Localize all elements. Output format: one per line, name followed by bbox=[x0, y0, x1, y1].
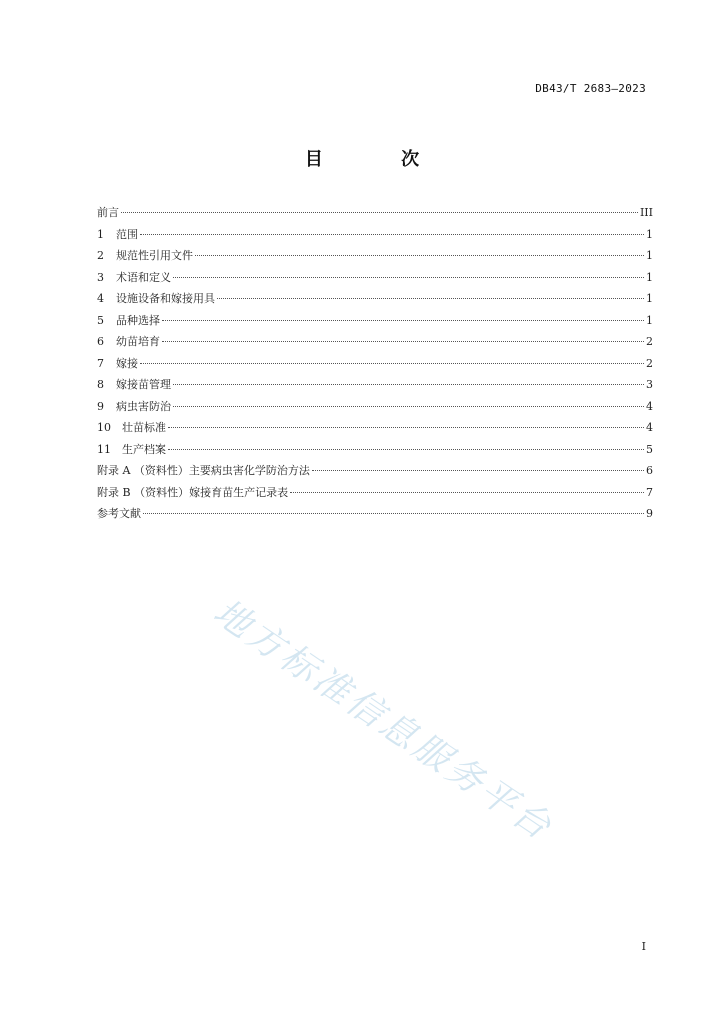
toc-entry-label: 范围 bbox=[116, 227, 138, 241]
toc-leader-dots bbox=[195, 255, 644, 256]
toc-entry-4[interactable] bbox=[97, 290, 653, 312]
toc-entry-number: 6 bbox=[97, 335, 104, 348]
toc-entry-label: 病虫害防治 bbox=[116, 399, 171, 413]
toc-entry-label: 前言 bbox=[97, 206, 119, 219]
toc-entry-label: 设施设备和嫁接用具 bbox=[116, 292, 215, 305]
toc-entry-page: 1 bbox=[646, 292, 653, 305]
toc-entry-number: 3 bbox=[97, 270, 104, 284]
page-title: 目 次 bbox=[304, 149, 456, 170]
toc-entry-number: 5 bbox=[97, 313, 104, 327]
toc-entry-page: 1 bbox=[646, 313, 653, 327]
toc-entry-1[interactable] bbox=[97, 226, 653, 248]
toc-entry-page: III bbox=[639, 206, 653, 219]
toc-entry-label: 壮苗标准 bbox=[122, 421, 166, 434]
toc-entry-page: 4 bbox=[646, 399, 653, 413]
toc-entry-page: 1 bbox=[646, 227, 653, 241]
toc-entry-page: 2 bbox=[646, 356, 653, 370]
toc-leader-dots bbox=[217, 298, 644, 299]
toc-entry-page: 9 bbox=[646, 507, 653, 520]
toc-entry-page: 6 bbox=[646, 464, 653, 477]
toc-entry-11[interactable] bbox=[97, 441, 653, 463]
toc-entry-number: 10 bbox=[97, 421, 111, 434]
toc-leader-dots bbox=[173, 277, 644, 278]
toc-entry-number: 4 bbox=[97, 292, 104, 305]
toc-entry-7[interactable] bbox=[97, 355, 653, 377]
toc-leader-dots bbox=[143, 513, 644, 514]
toc-entry-number: 8 bbox=[97, 378, 104, 391]
watermark-text: 地方标准信息服务平台 bbox=[206, 591, 561, 850]
toc-leader-dots bbox=[140, 234, 644, 235]
toc-entry-label: 参考文献 bbox=[97, 507, 141, 520]
toc-entry-6[interactable] bbox=[97, 333, 653, 355]
toc-entry-page: 3 bbox=[646, 378, 653, 391]
toc-entry-number: 2 bbox=[97, 249, 104, 262]
toc-entry-number: 11 bbox=[97, 442, 111, 456]
table-of-contents bbox=[97, 204, 653, 527]
toc-entry-page: 1 bbox=[646, 270, 653, 284]
toc-entry-references[interactable] bbox=[97, 505, 653, 527]
toc-leader-dots bbox=[173, 384, 644, 385]
toc-leader-dots bbox=[168, 427, 644, 428]
toc-entry-number: 9 bbox=[97, 399, 104, 413]
toc-leader-dots bbox=[168, 449, 644, 450]
toc-entry-page: 5 bbox=[646, 442, 653, 456]
toc-entry-page: 2 bbox=[646, 335, 653, 348]
toc-entry-9[interactable] bbox=[97, 398, 653, 420]
toc-entry-number: 7 bbox=[97, 356, 104, 370]
toc-entry-label: 术语和定义 bbox=[116, 270, 171, 284]
toc-entry-2[interactable] bbox=[97, 247, 653, 269]
toc-entry-page: 1 bbox=[646, 249, 653, 262]
toc-entry-label: 规范性引用文件 bbox=[116, 249, 193, 262]
toc-entry-8[interactable] bbox=[97, 376, 653, 398]
toc-entry-appendix-a[interactable] bbox=[97, 462, 653, 484]
toc-entry-label: 嫁接苗管理 bbox=[116, 378, 171, 391]
toc-entry-label: 附录 B （资料性）嫁接育苗生产记录表 bbox=[97, 485, 289, 499]
toc-entry-label: 附录 A （资料性）主要病虫害化学防治方法 bbox=[97, 464, 310, 477]
toc-entry-page: 7 bbox=[646, 485, 653, 499]
toc-entry-3[interactable] bbox=[97, 269, 653, 291]
toc-leader-dots bbox=[173, 406, 644, 407]
toc-entry-preface[interactable] bbox=[97, 204, 653, 226]
toc-entry-appendix-b[interactable] bbox=[97, 484, 653, 506]
toc-entry-label: 品种选择 bbox=[116, 313, 160, 327]
toc-leader-dots bbox=[162, 341, 644, 342]
toc-entry-label: 嫁接 bbox=[116, 356, 138, 370]
toc-leader-dots bbox=[121, 212, 638, 213]
toc-entry-number: 1 bbox=[97, 227, 104, 241]
toc-entry-page: 4 bbox=[646, 421, 653, 434]
toc-entry-10[interactable] bbox=[97, 419, 653, 441]
toc-leader-dots bbox=[140, 363, 644, 364]
page-number: I bbox=[641, 940, 646, 953]
toc-leader-dots bbox=[162, 320, 644, 321]
toc-leader-dots bbox=[312, 470, 644, 471]
toc-entry-5[interactable] bbox=[97, 312, 653, 334]
toc-leader-dots bbox=[290, 492, 644, 493]
document-code: DB43/T 2683—2023 bbox=[535, 82, 646, 95]
toc-entry-label: 幼苗培育 bbox=[116, 335, 160, 348]
toc-entry-label: 生产档案 bbox=[122, 442, 166, 456]
